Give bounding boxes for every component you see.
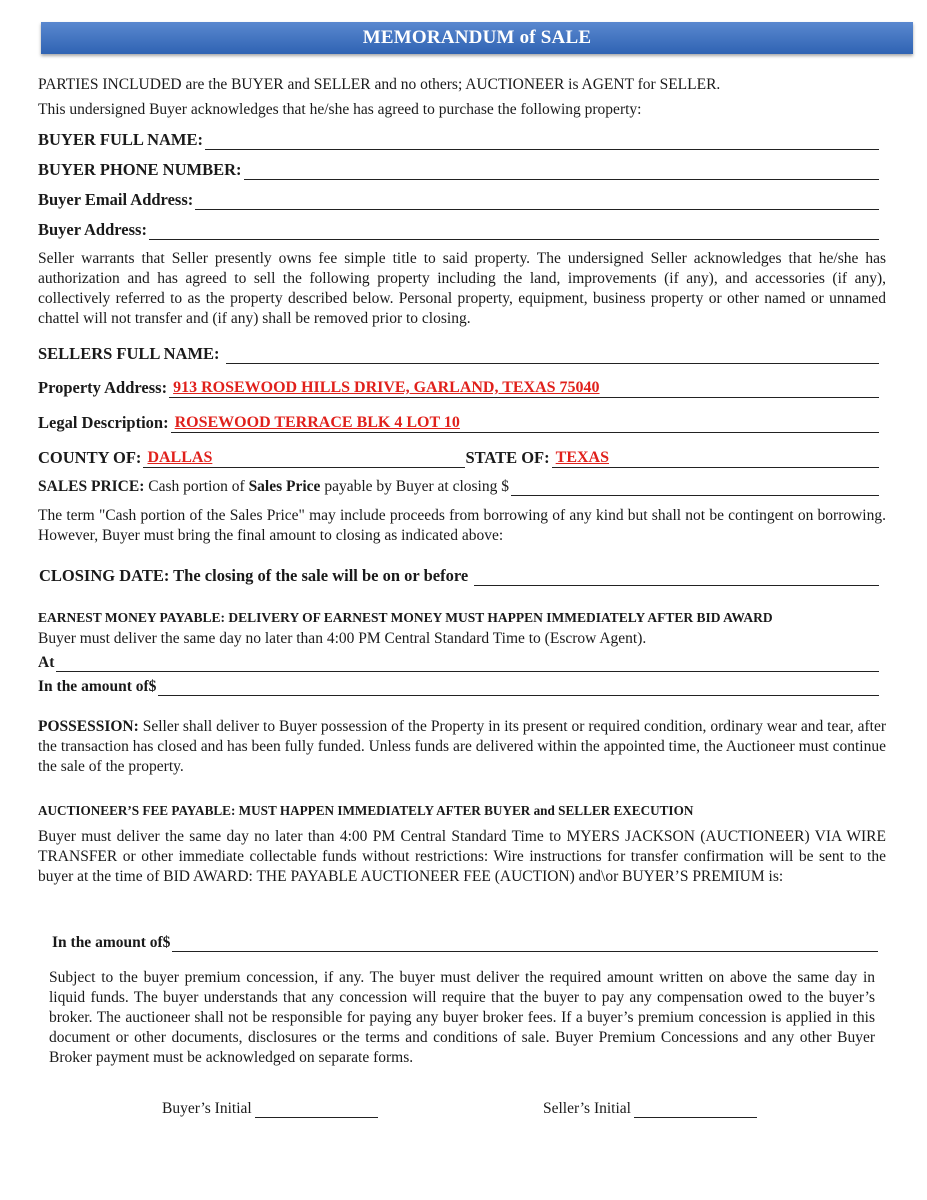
county-label: COUNTY OF: [38, 448, 142, 467]
legal-description-label: Legal Description: [38, 413, 169, 432]
state-label: STATE OF: [465, 448, 550, 467]
seller-initial-label: Seller’s Initial [543, 1100, 631, 1117]
state-value: TEXAS [555, 449, 609, 466]
county-line[interactable] [143, 449, 465, 468]
auctioneer-fee-heading: AUCTIONEER’S FEE PAYABLE: MUST HAPPEN IMMEDIATELY AFTER BUYER and SELLER EXECUTION [38, 803, 694, 818]
auctioneer-fee-text: Buyer must deliver the same day no later than 4:00 PM Central Standard Time to MYERS JACKSON (AUCTIONEER) VIA WIRE TRANSFER or other immediate collectable funds without restrictions: Wire instructions for transfer confirmation will be sent to the buyer at the time of BID AWARD: THE PAYABLE AUCTIONEER FEE (AUCTION) and\or BUYER’S PREMIUM is: [38, 828, 886, 885]
seller-full-name-line[interactable] [226, 345, 879, 364]
buyer-full-name-field[interactable] [38, 130, 879, 150]
earnest-money-text: Buyer must deliver the same day no later than 4:00 PM Central Standard Time to (Escrow Agent). [38, 630, 647, 647]
county-state-row [38, 448, 879, 468]
state-line[interactable] [552, 449, 879, 468]
buyer-email-line[interactable] [195, 191, 879, 210]
intro-line-acknowledgement: This undersigned Buyer acknowledges that he/she has agreed to purchase the following property: [38, 101, 642, 118]
sales-price-label [38, 478, 509, 496]
cash-portion-note: The term "Cash portion of the Sales Price" may include proceeds from borrowing of any kind but shall not be contingent on borrowing. However, Buyer must bring the final amount to closing as indicated above: [38, 507, 886, 544]
legal-description-line[interactable] [171, 414, 879, 433]
sales-price-text-2: payable by Buyer at closing $ [320, 478, 509, 495]
sales-price-line[interactable] [511, 477, 879, 496]
auctioneer-fee-amount-line[interactable] [172, 933, 878, 952]
closing-date-line[interactable] [474, 567, 879, 586]
county-value: DALLAS [147, 449, 213, 466]
intro-line-parties: PARTIES INCLUDED are the BUYER and SELLER and no others; AUCTIONEER is AGENT for SELLER. [38, 76, 721, 93]
buyer-full-name-line[interactable] [205, 131, 879, 150]
buyer-premium-note: Subject to the buyer premium concession, if any. The buyer must deliver the required amount written on above the same day in liquid funds. The buyer understands that any concession will require that the buyer to pay any compensation owed to the buyer’s broker. The auctioneer shall not be responsible for paying any buyer broker fees. If a buyer’s premium concession is applied in this document or other documents, disclosures or the terms and conditions of sale. Buyer Premium Concessions and any other Buyer Broker payment must be acknowledged on separate forms. [49, 969, 875, 1066]
possession-label: POSSESSION: [38, 718, 139, 735]
auctioneer-fee-amount-field[interactable] [52, 932, 878, 952]
sales-price-field[interactable] [38, 476, 879, 496]
property-address-label: Property Address: [38, 378, 168, 397]
possession-text: Seller shall deliver to Buyer possession of the Property in its present or required condition, ordinary wear and tear, after the transaction has closed and has been fully funded. Unless funds are delivered within the appointed time, the Auctioneer must continue the sale of the property. [38, 718, 886, 775]
property-address-value: 913 ROSEWOOD HILLS DRIVE, GARLAND, TEXAS 75040 [173, 379, 600, 396]
seller-full-name-field[interactable] [38, 344, 879, 364]
property-address-line[interactable] [169, 379, 879, 398]
buyer-address-label: Buyer Address: [38, 220, 147, 239]
earnest-amount-line[interactable] [158, 677, 879, 696]
buyer-phone-field[interactable] [38, 160, 879, 180]
property-address-field[interactable] [38, 378, 879, 398]
buyer-full-name-label: BUYER FULL NAME: [38, 130, 204, 149]
sales-price-text-bold: Sales Price [248, 478, 321, 495]
document-title: MEMORANDUM of SALE [362, 27, 592, 48]
seller-warranty-paragraph: Seller warrants that Seller presently owns fee simple title to said property. The undersigned Seller acknowledges that he/she has authorization and has agreed to sell the following property including the land, improvements (if any), and accessories (if any), collectively referred to as the property described below. Personal property, equipment, business property or other named or unnamed chattel will not transfer and (if any) shall be removed prior to closing. [38, 250, 886, 327]
seller-initial-field[interactable] [543, 1100, 757, 1118]
earnest-at-label: At [38, 654, 55, 671]
earnest-amount-field[interactable] [38, 676, 879, 696]
document-title-banner [41, 22, 913, 54]
buyer-initial-label: Buyer’s Initial [162, 1100, 252, 1117]
buyer-email-label: Buyer Email Address: [38, 190, 194, 209]
possession-paragraph [38, 717, 886, 777]
earnest-amount-label: In the amount of [38, 678, 149, 695]
buyer-phone-label: BUYER PHONE NUMBER: [38, 160, 242, 179]
legal-description-field[interactable] [38, 413, 879, 433]
sales-price-label-bold: SALES PRICE: [38, 478, 145, 495]
seller-initial-line[interactable] [634, 1101, 757, 1118]
closing-date-field[interactable] [39, 566, 879, 586]
buyer-initial-field[interactable] [162, 1100, 378, 1118]
buyer-phone-line[interactable] [244, 161, 879, 180]
earnest-at-line[interactable] [56, 653, 879, 672]
seller-full-name-label: SELLERS FULL NAME: [38, 344, 220, 363]
closing-date-label: CLOSING DATE: The closing of the sale will be on or before [39, 566, 469, 585]
buyer-email-field[interactable] [38, 190, 879, 210]
buyer-address-line[interactable] [149, 221, 879, 240]
earnest-at-field[interactable] [38, 652, 879, 672]
legal-description-value: ROSEWOOD TERRACE BLK 4 LOT 10 [174, 414, 460, 431]
auctioneer-fee-amount-symbol: $ [162, 934, 171, 951]
sales-price-text-1: Cash portion of [144, 478, 249, 495]
earnest-money-heading: EARNEST MONEY PAYABLE: DELIVERY OF EARNEST MONEY MUST HAPPEN IMMEDIATELY AFTER BID AWARD [38, 610, 773, 625]
buyer-initial-line[interactable] [255, 1101, 378, 1118]
earnest-amount-symbol: $ [148, 678, 157, 695]
auctioneer-fee-amount-label: In the amount of [52, 934, 163, 951]
buyer-address-field[interactable] [38, 220, 879, 240]
